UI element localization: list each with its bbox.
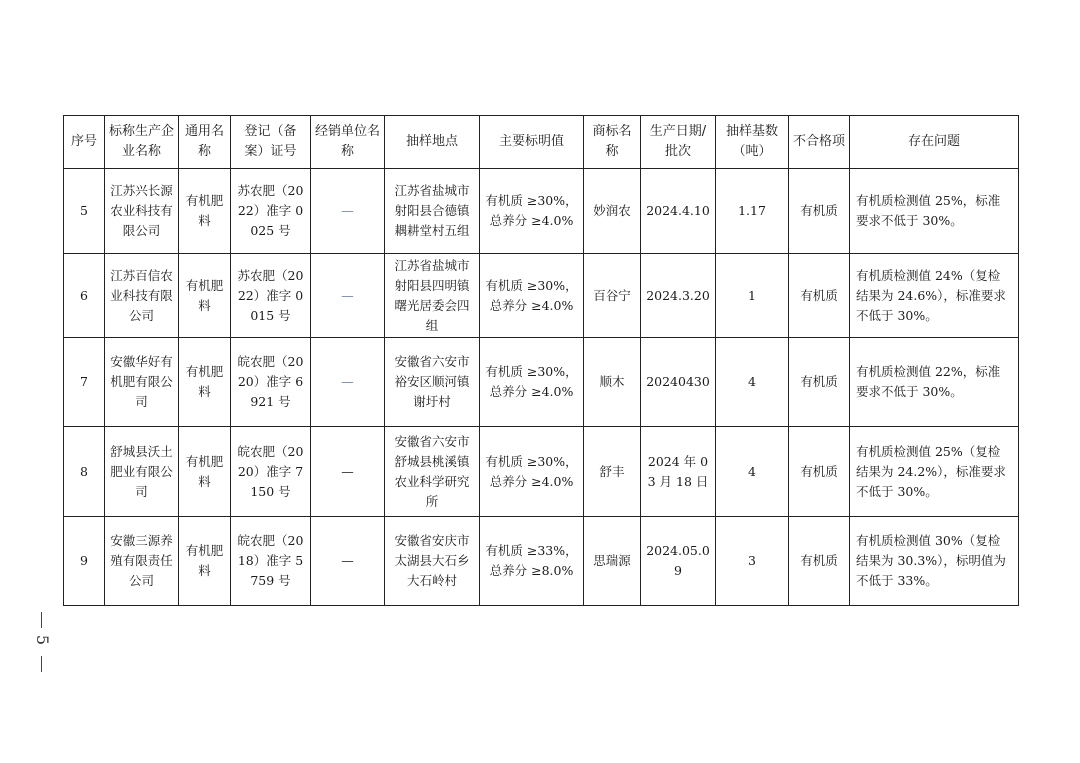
cell-company: 江苏百信农业科技有限公司 xyxy=(105,254,179,338)
cell-no: 9 xyxy=(64,517,105,606)
cell-quantity: 4 xyxy=(716,338,789,427)
cell-quantity: 1.17 xyxy=(716,169,789,254)
cell-registration: 苏农肥（2022）准字 0015 号 xyxy=(231,254,311,338)
header-dealer: 经销单位名称 xyxy=(311,116,385,169)
cell-date: 2024 年 03 月 18 日 xyxy=(641,427,716,517)
header-location: 抽样地点 xyxy=(385,116,480,169)
page-number-value: 5 xyxy=(33,634,52,646)
header-brand: 商标名称 xyxy=(584,116,641,169)
table-row xyxy=(64,254,1019,338)
cell-dealer: — xyxy=(311,254,385,338)
cell-dealer: — xyxy=(311,427,385,517)
page-number-dash-top xyxy=(41,612,42,628)
cell-date: 2024.3.20 xyxy=(641,254,716,338)
cell-brand: 舒丰 xyxy=(584,427,641,517)
cell-company: 舒城县沃土肥业有限公司 xyxy=(105,427,179,517)
cell-labeled-values: 有机质 ≥30%，总养分 ≥4.0% xyxy=(480,169,584,254)
cell-product-name: 有机肥料 xyxy=(179,254,231,338)
cell-quantity: 1 xyxy=(716,254,789,338)
cell-problem: 有机质检测值 22%，标准要求不低于 30%。 xyxy=(850,338,1019,427)
cell-company: 安徽三源养殖有限责任公司 xyxy=(105,517,179,606)
cell-labeled-values: 有机质 ≥30%，总养分 ≥4.0% xyxy=(480,338,584,427)
header-no: 序号 xyxy=(64,116,105,169)
cell-problem: 有机质检测值 24%（复检结果为 24.6%），标准要求不低于 30%。 xyxy=(850,254,1019,338)
table-header-row xyxy=(64,116,1019,169)
cell-labeled-values: 有机质 ≥30%，总养分 ≥4.0% xyxy=(480,427,584,517)
header-product-name: 通用名称 xyxy=(179,116,231,169)
cell-dealer: — xyxy=(311,338,385,427)
cell-brand: 妙润农 xyxy=(584,169,641,254)
header-labeled-values: 主要标明值 xyxy=(480,116,584,169)
cell-failed-item: 有机质 xyxy=(789,338,850,427)
cell-registration: 皖农肥（2020）准字 6921 号 xyxy=(231,338,311,427)
cell-registration: 皖农肥（2018）准字 5759 号 xyxy=(231,517,311,606)
cell-problem: 有机质检测值 25%（复检结果为 24.2%），标准要求不低于 30%。 xyxy=(850,427,1019,517)
header-company: 标称生产企业名称 xyxy=(105,116,179,169)
header-quantity: 抽样基数（吨） xyxy=(716,116,789,169)
cell-registration: 苏农肥（2022）准字 0025 号 xyxy=(231,169,311,254)
cell-brand: 百谷宁 xyxy=(584,254,641,338)
cell-labeled-values: 有机质 ≥30%，总养分 ≥4.0% xyxy=(480,254,584,338)
cell-failed-item: 有机质 xyxy=(789,427,850,517)
table-row xyxy=(64,169,1019,254)
cell-date: 20240430 xyxy=(641,338,716,427)
cell-failed-item: 有机质 xyxy=(789,169,850,254)
cell-product-name: 有机肥料 xyxy=(179,427,231,517)
cell-company: 江苏兴长源农业科技有限公司 xyxy=(105,169,179,254)
header-date: 生产日期/批次 xyxy=(641,116,716,169)
cell-registration: 皖农肥（2020）准字 7150 号 xyxy=(231,427,311,517)
cell-product-name: 有机肥料 xyxy=(179,169,231,254)
cell-problem: 有机质检测值 30%（复检结果为 30.3%），标明值为不低于 33%。 xyxy=(850,517,1019,606)
cell-product-name: 有机肥料 xyxy=(179,338,231,427)
cell-problem: 有机质检测值 25%，标准要求不低于 30%。 xyxy=(850,169,1019,254)
cell-location: 江苏省盐城市射阳县四明镇曙光居委会四组 xyxy=(385,254,480,338)
table-row xyxy=(64,517,1019,606)
cell-date: 2024.4.10 xyxy=(641,169,716,254)
cell-labeled-values: 有机质 ≥33%，总养分 ≥8.0% xyxy=(480,517,584,606)
cell-dealer: — xyxy=(311,169,385,254)
cell-dealer: — xyxy=(311,517,385,606)
cell-date: 2024.05.09 xyxy=(641,517,716,606)
cell-brand: 思瑞源 xyxy=(584,517,641,606)
cell-no: 7 xyxy=(64,338,105,427)
cell-no: 8 xyxy=(64,427,105,517)
page-number-dash-bottom xyxy=(41,656,42,672)
cell-failed-item: 有机质 xyxy=(789,517,850,606)
page-number xyxy=(30,612,54,672)
header-registration: 登记（备案）证号 xyxy=(231,116,311,169)
cell-no: 5 xyxy=(64,169,105,254)
cell-failed-item: 有机质 xyxy=(789,254,850,338)
table-row xyxy=(64,427,1019,517)
header-problem: 存在问题 xyxy=(850,116,1019,169)
cell-location: 江苏省盐城市射阳县合德镇耦耕堂村五组 xyxy=(385,169,480,254)
cell-quantity: 4 xyxy=(716,427,789,517)
cell-product-name: 有机肥料 xyxy=(179,517,231,606)
header-failed-item: 不合格项 xyxy=(789,116,850,169)
table-row xyxy=(64,338,1019,427)
cell-company: 安徽华好有机肥有限公司 xyxy=(105,338,179,427)
cell-brand: 顺木 xyxy=(584,338,641,427)
cell-no: 6 xyxy=(64,254,105,338)
inspection-table xyxy=(63,115,1019,606)
cell-location: 安徽省安庆市太湖县大石乡大石岭村 xyxy=(385,517,480,606)
cell-location: 安徽省六安市舒城县桃溪镇农业科学研究所 xyxy=(385,427,480,517)
cell-location: 安徽省六安市裕安区顺河镇谢圩村 xyxy=(385,338,480,427)
cell-quantity: 3 xyxy=(716,517,789,606)
